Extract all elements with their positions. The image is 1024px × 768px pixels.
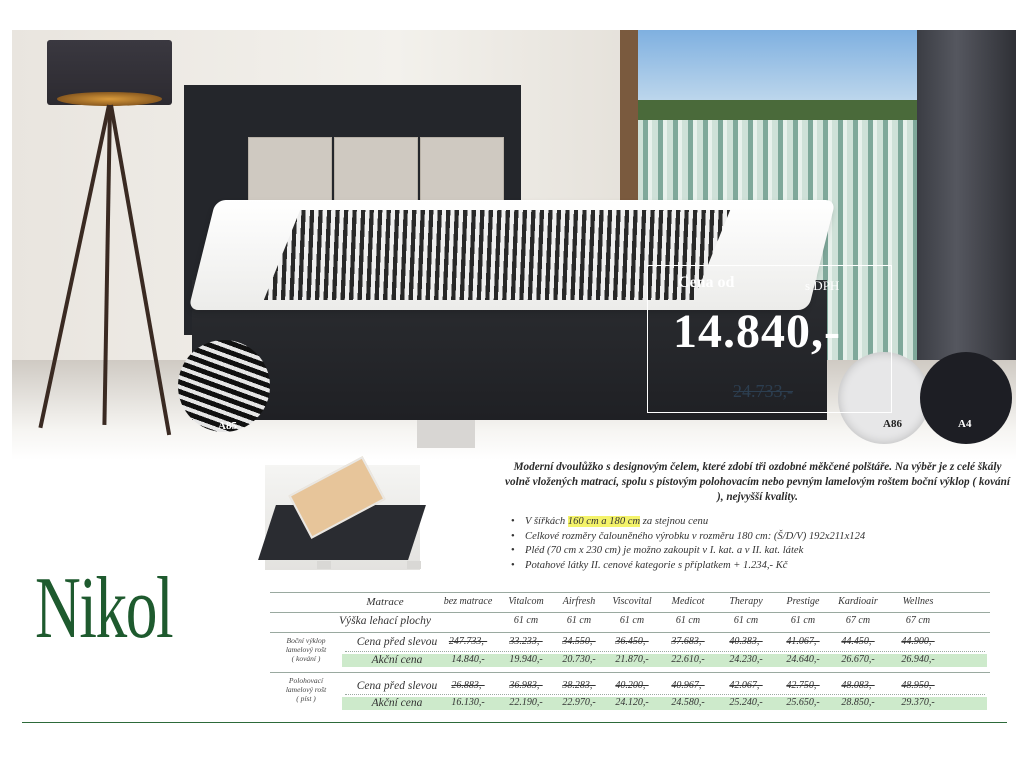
group-label: Boční výklop lamelový rošt ( kování ) — [285, 636, 327, 663]
height-cell: 67 cm — [905, 615, 931, 626]
height-cell: 61 cm — [675, 615, 701, 626]
bottom-rule — [22, 722, 1007, 723]
feature-item: • Potahové látky II. cenové kategorie s příplatkem + 1.234,- Kč — [525, 559, 1005, 574]
price-before-cell: 26.883,- — [451, 680, 485, 691]
price-before-cell: 41.067,- — [786, 636, 820, 647]
price-before-cell: 44.450,- — [841, 636, 875, 647]
swatch-label: A86 — [883, 418, 902, 430]
column-header: Kardioair — [838, 596, 878, 607]
price-action-cell: 25.240,- — [729, 697, 763, 708]
price-before-cell: 34.550,- — [562, 636, 596, 647]
fabric-swatch-a4 — [920, 352, 1012, 444]
price-action-cell: 26.940,- — [901, 654, 935, 665]
swatch-label: A4 — [958, 418, 972, 430]
height-cell: 67 cm — [845, 615, 871, 626]
price-before-cell: 36.983,- — [509, 680, 543, 691]
price-action-cell: 24.640,- — [786, 654, 820, 665]
table-height-row — [270, 615, 990, 629]
curtain — [917, 30, 1016, 390]
column-header: Therapy — [729, 596, 763, 607]
table-row: Cena před slevou 247.733,- 33.233,- 34.550,- 36.450,- 37.683,- 40.383,- 41.067,- 44.450,- 44.900,- — [270, 636, 990, 650]
price-action-cell: 14.840,- — [451, 654, 485, 665]
price-before-cell: 48.083,- — [841, 680, 875, 691]
price-before-cell: 36.450,- — [615, 636, 649, 647]
column-header: Airfresh — [562, 596, 596, 607]
column-header: Medicot — [671, 596, 705, 607]
height-cell: 61 cm — [566, 615, 592, 626]
price-box — [647, 265, 892, 413]
height-cell: 61 cm — [790, 615, 816, 626]
price-before-cell: 42.067,- — [729, 680, 763, 691]
price-action-cell: 26.670,- — [841, 654, 875, 665]
price-old: 24.733,- — [733, 381, 793, 401]
price-action-cell: 24.120,- — [615, 697, 649, 708]
height-label: Výška lehací plochy — [339, 615, 431, 627]
feature-list — [525, 515, 1005, 573]
price-action-cell: 19.940,- — [509, 654, 543, 665]
price-action-cell: 24.580,- — [671, 697, 705, 708]
feature-item: • Pléd (70 cm x 230 cm) je možno zakoupit v I. kat. a v II. kat. látek — [525, 544, 1005, 559]
table-row: Akční cena 14.840,- 19.940,- 20.730,- 21.870,- 22.610,- 24.230,- 24.640,- 26.670,- 26.940,- — [270, 654, 990, 668]
column-header: Viscovital — [612, 596, 652, 607]
price-action-cell: 28.850,- — [841, 697, 875, 708]
feature-item: • Celkové rozměry čalouněného výrobku v rozměru 180 cm: (Š/D/V) 192x211x124 — [525, 530, 1005, 545]
feature-item: • V šířkách 160 cm a 180 cm za stejnou cenu — [525, 515, 1005, 530]
bed-foot — [417, 420, 475, 448]
product-name: Nikol — [35, 560, 173, 657]
height-cell: 61 cm — [619, 615, 645, 626]
table-header-row — [270, 596, 990, 610]
price-before-cell: 42.750,- — [786, 680, 820, 691]
column-header: Vitalcom — [508, 596, 544, 607]
price-before-cell: 38.283,- — [562, 680, 596, 691]
price-before-cell: 48.950,- — [901, 680, 935, 691]
price-before-cell: 37.683,- — [671, 636, 705, 647]
price-action-cell: 21.870,- — [615, 654, 649, 665]
price-before-cell: 40.967,- — [671, 680, 705, 691]
swatch-label: A85 — [218, 420, 237, 432]
price-action-cell: 20.730,- — [562, 654, 596, 665]
height-cell: 61 cm — [513, 615, 539, 626]
price-main: 14.840,- — [673, 305, 841, 358]
highlight: 160 cm a 180 cm — [567, 516, 641, 527]
price-before-cell: 44.900,- — [901, 636, 935, 647]
price-action-cell: 24.230,- — [729, 654, 763, 665]
column-header: Prestige — [786, 596, 820, 607]
price-from-label: Cena od — [678, 274, 735, 291]
price-before-cell: 40.200,- — [615, 680, 649, 691]
price-action-cell: 29.370,- — [901, 697, 935, 708]
height-cell: 61 cm — [733, 615, 759, 626]
header-label: Matrace — [366, 596, 404, 608]
price-before-cell: 247.733,- — [448, 636, 488, 647]
price-action-cell: 22.970,- — [562, 697, 596, 708]
product-description: Moderní dvoulůžko s designovým čelem, které zdobí tři ozdobné měkčené polštáře. Na výběr je z celé škály volně vložených matrací, spolu s pístovým polohovacím nebo pevným lamelovým roštem boční výklop ( kování ), nejvyšší kvality. — [505, 461, 1010, 503]
fabric-swatch-a85 — [178, 340, 270, 432]
floor-lamp-glow — [57, 92, 162, 106]
price-before-cell: 33.233,- — [509, 636, 543, 647]
table-row: Cena před slevou 26.883,- 36.983,- 38.283,- 40.200,- 40.967,- 42.067,- 42.750,- 48.083,- 48.950,- — [270, 680, 990, 694]
price-action-cell: 16.130,- — [451, 697, 485, 708]
price-action-cell: 22.190,- — [509, 697, 543, 708]
table-row: Akční cena 16.130,- 22.190,- 22.970,- 24.120,- 24.580,- 25.240,- 25.650,- 28.850,- 29.370,- — [270, 697, 990, 711]
column-header: Wellnes — [902, 596, 934, 607]
column-header: bez matrace — [443, 596, 493, 607]
group-label: Polohovací lamelový rošt ( píst ) — [285, 676, 327, 703]
price-vat-label: s DPH — [805, 278, 840, 293]
inset-photo-storage — [265, 465, 420, 570]
price-action-cell: 25.650,- — [786, 697, 820, 708]
price-action-cell: 22.610,- — [671, 654, 705, 665]
price-before-cell: 40.383,- — [729, 636, 763, 647]
